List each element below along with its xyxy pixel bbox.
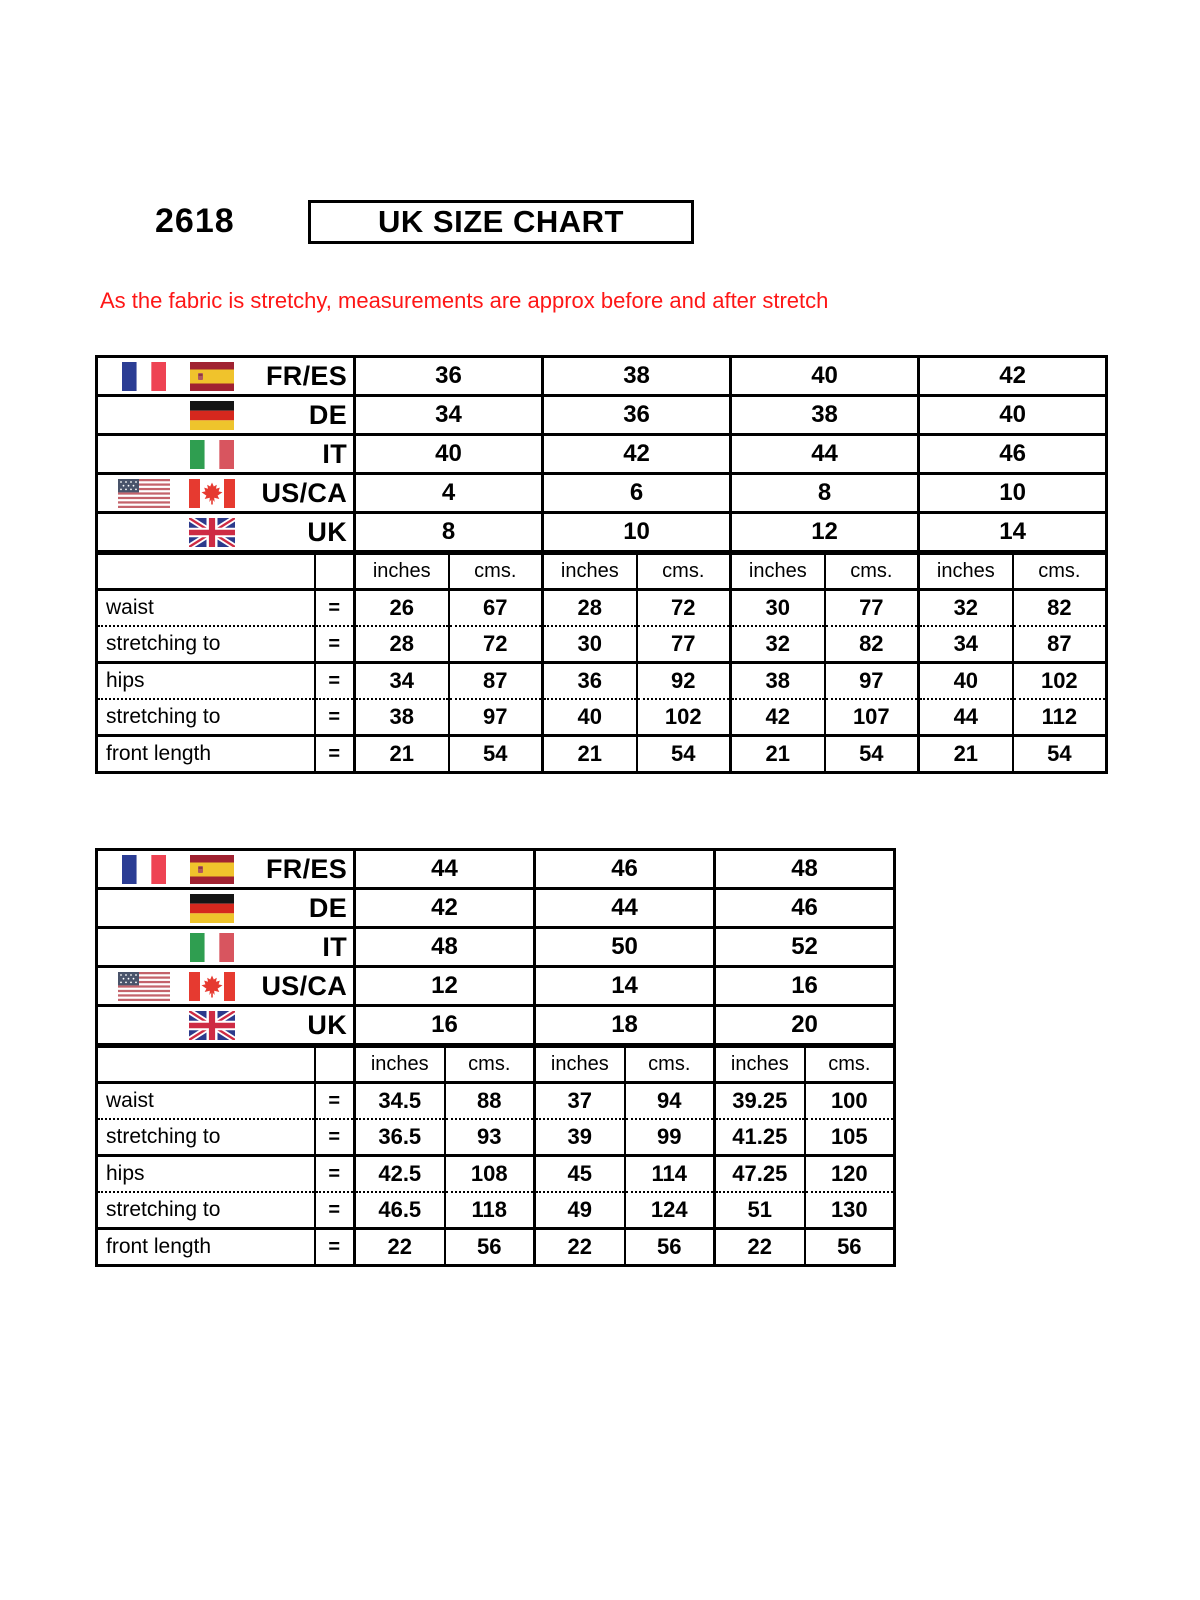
measure-value: 45	[535, 1156, 625, 1193]
unit-header-row	[97, 1046, 895, 1083]
measure-value: 39	[535, 1119, 625, 1156]
size-value-cell: 12	[355, 967, 535, 1006]
size-row-label-cell	[97, 357, 355, 396]
page-title: UK SIZE CHART	[378, 204, 624, 239]
measure-value: 77	[825, 590, 919, 627]
size-row-label-cell	[97, 513, 355, 553]
equals-sign: =	[315, 590, 355, 627]
measure-value: 39.25	[715, 1083, 805, 1120]
size-value-cell: 44	[355, 850, 535, 889]
italy-flag-icon	[190, 933, 234, 962]
size-value-cell: 16	[715, 967, 895, 1006]
size-system-label: UK	[307, 1009, 348, 1040]
size-value-cell: 20	[715, 1006, 895, 1046]
measure-value: 40	[919, 663, 1013, 700]
size-value-cell: 40	[919, 396, 1107, 435]
size-row-it	[97, 928, 895, 967]
measure-value: 44	[919, 699, 1013, 736]
measure-row-hips-stretch	[97, 699, 1107, 736]
size-system-label: US/CA	[261, 477, 348, 508]
measure-value: 34.5	[355, 1083, 445, 1120]
size-value-cell: 14	[535, 967, 715, 1006]
germany-flag-icon	[190, 401, 234, 430]
measure-value: 54	[1013, 736, 1107, 773]
size-row-uk	[97, 513, 1107, 553]
measure-value: 32	[919, 590, 1013, 627]
germany-flag-icon	[190, 894, 234, 923]
measure-row-hips-stretch	[97, 1192, 895, 1229]
measure-row-waist	[97, 590, 1107, 627]
usa-flag-icon	[118, 972, 170, 1001]
measure-label: front length	[97, 736, 315, 773]
measure-value: 67	[449, 590, 543, 627]
unit-header: inches	[355, 1046, 445, 1083]
measure-row-hips	[97, 1156, 895, 1193]
measure-value: 82	[825, 626, 919, 663]
unit-header: cms.	[805, 1046, 895, 1083]
measure-value: 99	[625, 1119, 715, 1156]
equals-sign: =	[315, 699, 355, 736]
size-row-label-cell	[97, 474, 355, 513]
size-value-cell: 48	[355, 928, 535, 967]
unit-header: inches	[355, 553, 449, 590]
size-row-usca	[97, 474, 1107, 513]
stretch-note: As the fabric is stretchy, measurements are approx before and after stretch	[100, 288, 829, 313]
measure-value: 56	[805, 1229, 895, 1266]
measure-value: 36.5	[355, 1119, 445, 1156]
measure-value: 72	[637, 590, 731, 627]
size-system-label: FR/ES	[266, 360, 348, 391]
size-value-cell: 10	[919, 474, 1107, 513]
unit-header: cms.	[625, 1046, 715, 1083]
unit-header: inches	[919, 553, 1013, 590]
measure-value: 21	[919, 736, 1013, 773]
measure-value: 49	[535, 1192, 625, 1229]
measure-value: 124	[625, 1192, 715, 1229]
measure-label: waist	[97, 590, 315, 627]
size-value-cell: 46	[919, 435, 1107, 474]
measure-value: 54	[825, 736, 919, 773]
measure-value: 30	[543, 626, 637, 663]
usa-flag-icon	[118, 479, 170, 508]
unit-header: cms.	[449, 553, 543, 590]
measure-value: 21	[731, 736, 825, 773]
empty-cell	[97, 553, 315, 590]
unit-header: inches	[543, 553, 637, 590]
measure-row-waist	[97, 1083, 895, 1120]
size-value-cell: 34	[355, 396, 543, 435]
measure-value: 54	[637, 736, 731, 773]
uk-flag-icon	[189, 1011, 235, 1040]
measure-value: 94	[625, 1083, 715, 1120]
measure-value: 46.5	[355, 1192, 445, 1229]
measure-value: 21	[355, 736, 449, 773]
equals-sign: =	[315, 1119, 355, 1156]
measure-value: 51	[715, 1192, 805, 1229]
size-row-usca	[97, 967, 895, 1006]
equals-sign: =	[315, 663, 355, 700]
size-value-cell: 46	[535, 850, 715, 889]
measure-row-waist-stretch	[97, 626, 1107, 663]
measure-value: 42.5	[355, 1156, 445, 1193]
measure-label: stretching to	[97, 1119, 315, 1156]
measure-value: 72	[449, 626, 543, 663]
unit-header: inches	[731, 553, 825, 590]
empty-cell	[315, 1046, 355, 1083]
size-row-label-cell	[97, 1006, 355, 1046]
measure-row-waist-stretch	[97, 1119, 895, 1156]
measure-value: 82	[1013, 590, 1107, 627]
measure-value: 92	[637, 663, 731, 700]
measure-value: 107	[825, 699, 919, 736]
size-value-cell: 16	[355, 1006, 535, 1046]
size-value-cell: 10	[543, 513, 731, 553]
measure-value: 112	[1013, 699, 1107, 736]
measure-value: 93	[445, 1119, 535, 1156]
measure-value: 22	[715, 1229, 805, 1266]
size-value-cell: 4	[355, 474, 543, 513]
size-value-cell: 8	[731, 474, 919, 513]
measure-value: 88	[445, 1083, 535, 1120]
equals-sign: =	[315, 626, 355, 663]
size-value-cell: 18	[535, 1006, 715, 1046]
size-system-label: DE	[308, 892, 348, 923]
size-system-label: DE	[308, 399, 348, 430]
empty-cell	[315, 553, 355, 590]
measure-value: 37	[535, 1083, 625, 1120]
measure-value: 28	[543, 590, 637, 627]
measure-value: 42	[731, 699, 825, 736]
size-value-cell: 44	[535, 889, 715, 928]
unit-header: inches	[715, 1046, 805, 1083]
size-value-cell: 8	[355, 513, 543, 553]
measure-row-hips	[97, 663, 1107, 700]
measure-row-front-length	[97, 1229, 895, 1266]
unit-header: cms.	[825, 553, 919, 590]
measure-value: 87	[449, 663, 543, 700]
measure-label: front length	[97, 1229, 315, 1266]
size-value-cell: 38	[543, 357, 731, 396]
size-value-cell: 40	[731, 357, 919, 396]
measure-value: 130	[805, 1192, 895, 1229]
unit-header-row	[97, 553, 1107, 590]
equals-sign: =	[315, 1156, 355, 1193]
measure-value: 28	[355, 626, 449, 663]
size-table-2	[95, 848, 896, 1267]
size-value-cell: 44	[731, 435, 919, 474]
uk-flag-icon	[189, 518, 235, 547]
measure-label: stretching to	[97, 626, 315, 663]
size-value-cell: 36	[543, 396, 731, 435]
size-row-label-cell	[97, 435, 355, 474]
measure-value: 22	[355, 1229, 445, 1266]
measure-value: 38	[355, 699, 449, 736]
measure-value: 102	[1013, 663, 1107, 700]
unit-header: cms.	[1013, 553, 1107, 590]
measure-row-front-length	[97, 736, 1107, 773]
unit-header: cms.	[445, 1046, 535, 1083]
spain-flag-icon	[190, 362, 234, 391]
measure-value: 34	[919, 626, 1013, 663]
size-row-de	[97, 396, 1107, 435]
measure-value: 105	[805, 1119, 895, 1156]
measure-value: 97	[449, 699, 543, 736]
size-value-cell: 14	[919, 513, 1107, 553]
size-row-it	[97, 435, 1107, 474]
size-value-cell: 48	[715, 850, 895, 889]
measure-value: 47.25	[715, 1156, 805, 1193]
measure-value: 54	[449, 736, 543, 773]
unit-header: cms.	[637, 553, 731, 590]
measure-label: stretching to	[97, 699, 315, 736]
size-system-label: FR/ES	[266, 853, 348, 884]
measure-value: 34	[355, 663, 449, 700]
size-row-label-cell	[97, 396, 355, 435]
equals-sign: =	[315, 1229, 355, 1266]
size-value-cell: 12	[731, 513, 919, 553]
title-box	[308, 200, 694, 244]
measure-value: 87	[1013, 626, 1107, 663]
size-value-cell: 40	[355, 435, 543, 474]
size-row-fres	[97, 357, 1107, 396]
size-row-label-cell	[97, 967, 355, 1006]
size-value-cell: 50	[535, 928, 715, 967]
france-flag-icon	[122, 855, 166, 884]
size-system-label: IT	[322, 931, 348, 962]
measure-label: hips	[97, 663, 315, 700]
equals-sign: =	[315, 1192, 355, 1229]
empty-cell	[97, 1046, 315, 1083]
size-row-fres	[97, 850, 895, 889]
measure-value: 102	[637, 699, 731, 736]
size-table-1	[95, 355, 1108, 774]
size-value-cell: 42	[355, 889, 535, 928]
measure-value: 22	[535, 1229, 625, 1266]
canada-flag-icon	[189, 972, 235, 1001]
size-value-cell: 46	[715, 889, 895, 928]
measure-value: 40	[543, 699, 637, 736]
measure-value: 56	[625, 1229, 715, 1266]
measure-value: 36	[543, 663, 637, 700]
size-row-label-cell	[97, 928, 355, 967]
measure-value: 100	[805, 1083, 895, 1120]
size-value-cell: 36	[355, 357, 543, 396]
spain-flag-icon	[190, 855, 234, 884]
size-system-label: IT	[322, 438, 348, 469]
size-system-label: US/CA	[261, 970, 348, 1001]
measure-value: 32	[731, 626, 825, 663]
size-value-cell: 52	[715, 928, 895, 967]
size-row-label-cell	[97, 889, 355, 928]
size-row-de	[97, 889, 895, 928]
france-flag-icon	[122, 362, 166, 391]
size-value-cell: 42	[919, 357, 1107, 396]
measure-label: waist	[97, 1083, 315, 1120]
unit-header: inches	[535, 1046, 625, 1083]
size-row-label-cell	[97, 850, 355, 889]
size-value-cell: 42	[543, 435, 731, 474]
measure-value: 26	[355, 590, 449, 627]
italy-flag-icon	[190, 440, 234, 469]
canada-flag-icon	[189, 479, 235, 508]
measure-value: 30	[731, 590, 825, 627]
size-value-cell: 38	[731, 396, 919, 435]
size-row-uk	[97, 1006, 895, 1046]
measure-label: stretching to	[97, 1192, 315, 1229]
measure-value: 118	[445, 1192, 535, 1229]
measure-value: 97	[825, 663, 919, 700]
measure-value: 77	[637, 626, 731, 663]
style-code: 2618	[155, 202, 235, 240]
measure-value: 38	[731, 663, 825, 700]
measure-value: 114	[625, 1156, 715, 1193]
measure-value: 56	[445, 1229, 535, 1266]
measure-value: 21	[543, 736, 637, 773]
measure-value: 120	[805, 1156, 895, 1193]
size-system-label: UK	[307, 516, 348, 547]
measure-value: 41.25	[715, 1119, 805, 1156]
size-value-cell: 6	[543, 474, 731, 513]
equals-sign: =	[315, 736, 355, 773]
measure-value: 108	[445, 1156, 535, 1193]
measure-label: hips	[97, 1156, 315, 1193]
equals-sign: =	[315, 1083, 355, 1120]
